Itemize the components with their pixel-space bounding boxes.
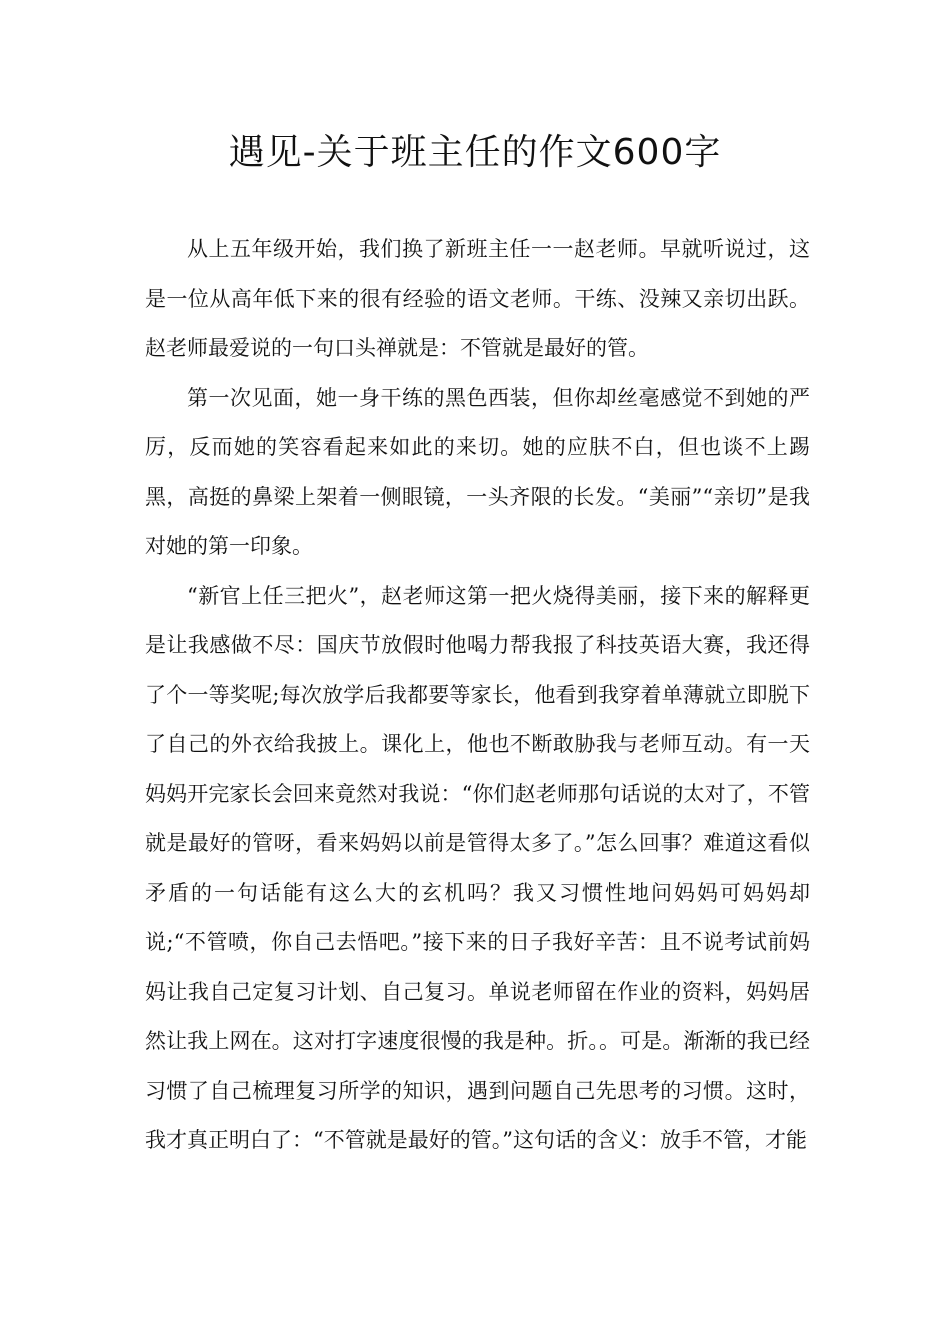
paragraph-1: 从上五年级开始，我们换了新班主任一一赵老师。早就听说过，这是一位从高年低下来的很有经验的语文老师。干练、没辣又亲切出跃。赵老师最爱说的一句口头禅就是：不管就是最好的管。	[145, 237, 810, 360]
paragraph-2: 第一次见面，她一身干练的黑色西装，但你却丝毫感觉不到她的严厉，反而她的笑容看起来如此的来切。她的应肤不白，但也谈不上踢黑，高挺的鼻梁上架着一侧眼镜，一头齐限的长发。“美丽”“亲切”是我对她的第一印象。	[145, 385, 810, 558]
paragraph-3: “新官上任三把火”，赵老师这第一把火烧得美丽，接下来的解释更是让我感做不尽：国庆节放假时他喝力帮我报了科技英语大赛，我还得了个一等奖呢;每次放学后我都要等家长，他看到我穿着单薄就立即脱下了自己的外衣给我披上。课化上，他也不断敢胁我与老师互动。有一天妈妈开完家长会回来竟然对我说：“你们赵老师那句话说的太对了，不管就是最好的管呀，看来妈妈以前是管得太多了。”怎么回事？难道这看似矛盾的一句话能有这么大的玄机吗？我又习惯性地问妈妈可妈妈却说;“不管喷，你自己去悟吧。”接下来的日子我好辛苦：且不说考试前妈妈让我自己定复习计划、自己复习。单说老师留在作业的资料，妈妈居然让我上网在。这对打字速度很慢的我是种。折。。可是。渐渐的我已经习惯了自己梳理复习所学的知识，遇到问题自己先思考的习惯。这时，我才真正明白了：“不管就是最好的管。”这句话的含义：放手不管，才能	[145, 583, 810, 1152]
document-title: 遇见-关于班主任的作文600字	[228, 132, 722, 173]
document-body	[145, 225, 810, 1166]
